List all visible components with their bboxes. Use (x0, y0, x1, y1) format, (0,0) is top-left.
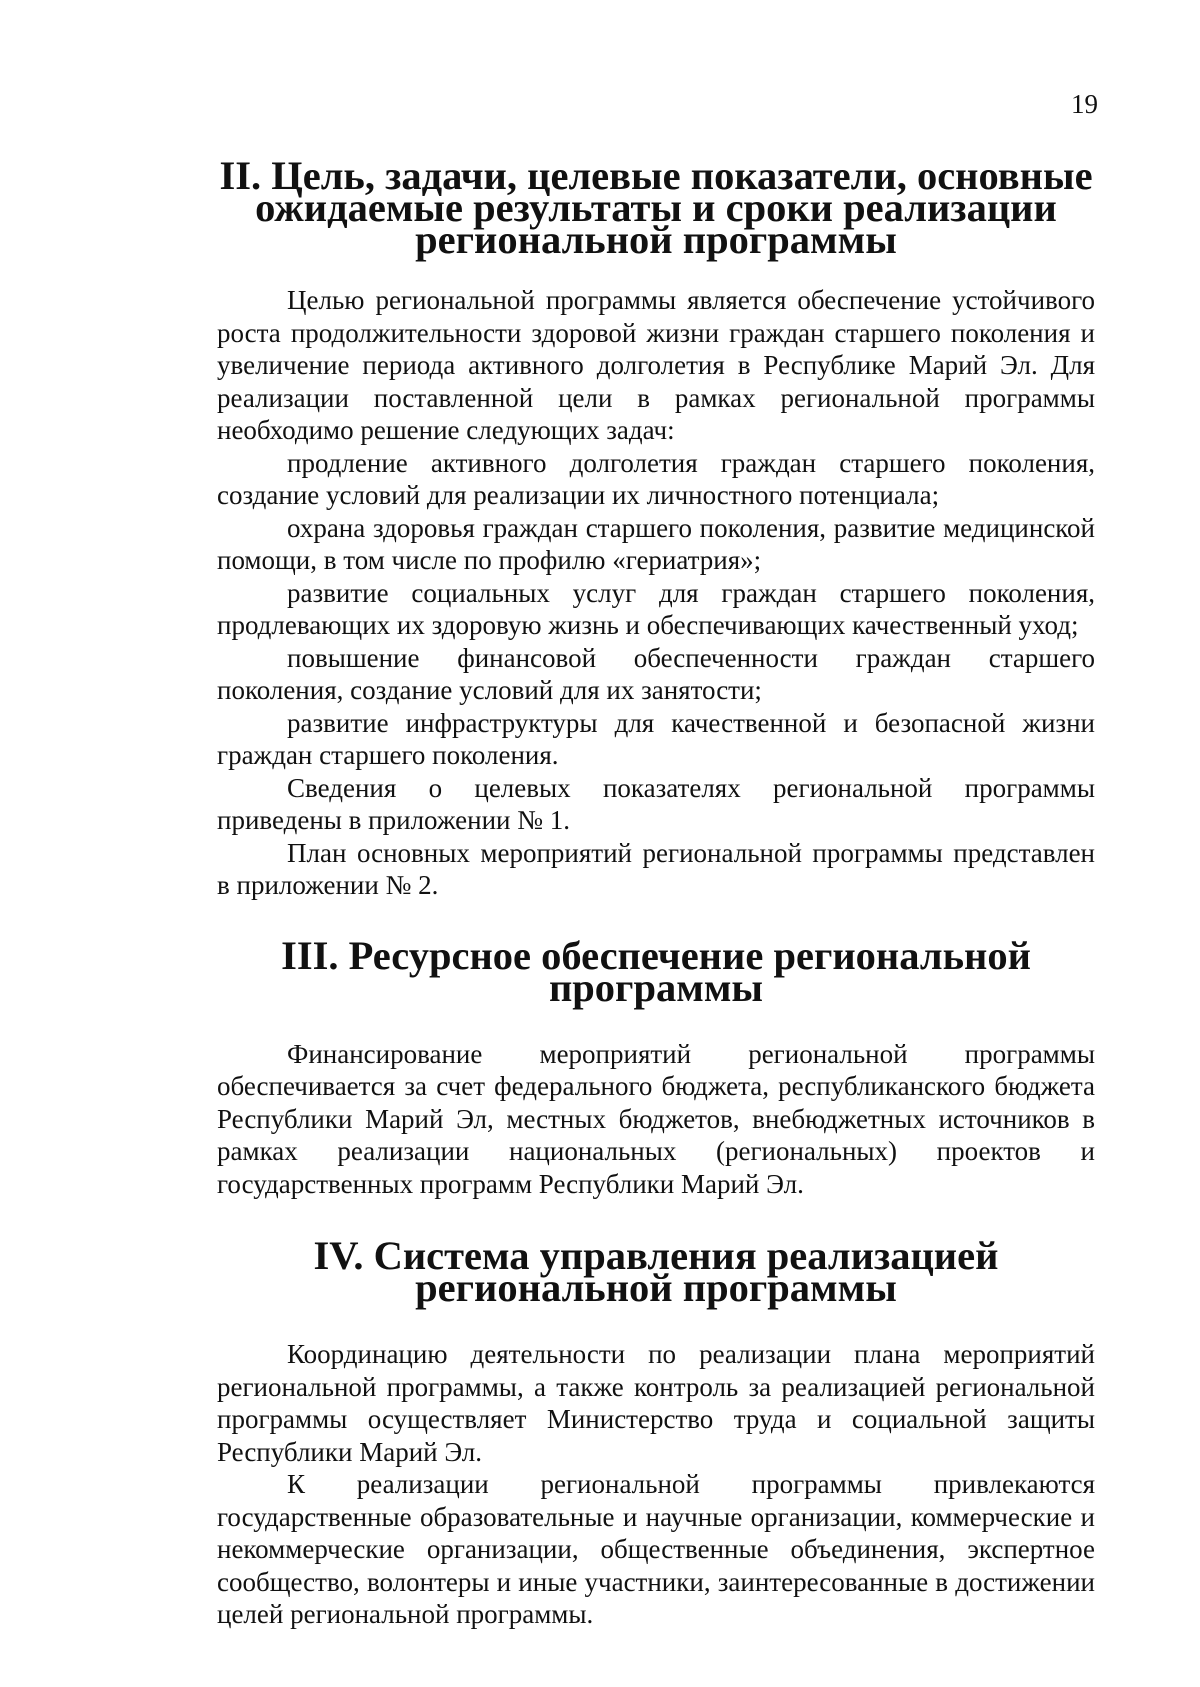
section-2-paragraph: Целью региональной программы является обеспечение устойчивого роста продолжительности здоровой жизни граждан старшего поколения и увеличение периода активного долголетия в Республике Марий Эл. Для реализации поставленной цели в рамках региональной программы необходимо решение следующих задач: (217, 285, 1095, 445)
section-4-paragraph: К реализации региональной программы привлекаются государственные образовательные и научные организации, коммерческие и некоммерческие организации, общественные объединения, экспертное сообщество, волонтеры и иные участники, заинтересованные в достижении целей региональной программы. (217, 1469, 1095, 1629)
section-2-task-item: повышение финансовой обеспеченности граждан старшего поколения, создание условий для их занятости; (217, 642, 1095, 705)
section-2-task-item: охрана здоровья граждан старшего поколения, развитие медицинской помощи, в том числе по профилю «гериатрия»; (217, 512, 1095, 575)
document-body (217, 153, 1095, 1631)
section-3-heading (217, 932, 1095, 1010)
section-2-paragraph: Сведения о целевых показателях региональной программы приведены в приложении № 1. (217, 772, 1095, 835)
section-2-task-item: продление активного долголетия граждан старшего поколения, создание условий для реализации их личностного потенциала; (217, 447, 1095, 510)
section-2-task-item: развитие инфраструктуры для качественной и безопасной жизни граждан старшего поколения. (217, 707, 1095, 770)
section-2-task-item: развитие социальных услуг для граждан старшего поколения, продлевающих их здоровую жизнь и обеспечивающих качественный уход; (217, 577, 1095, 640)
section-2-heading-line: II. Цель, задачи, целевые показатели, основные (219, 153, 1093, 198)
section-2-heading (217, 153, 1095, 262)
section-3-paragraph: Финансирование мероприятий региональной программы обеспечивается за счет федерального бюджета, республиканского бюджета Республики Марий Эл, местных бюджетов, внебюджетных источников в рамках реализации национальных (региональных) проектов и государственных программ Республики Марий Эл. (217, 1038, 1095, 1199)
section-2-paragraph: План основных мероприятий региональной программы представлен в приложении № 2. (217, 837, 1095, 900)
page-number: 19 (1071, 89, 1098, 119)
section-2-heading-line: региональной программы (415, 217, 897, 262)
section-4-heading-line: IV. Система управления реализацией (313, 1233, 999, 1278)
section-4-heading-line: региональной программы (415, 1265, 897, 1310)
section-3-heading-line: III. Ресурсное обеспечение региональной программы (281, 932, 1031, 1010)
section-4-paragraph: Координацию деятельности по реализации плана мероприятий региональной программы, а также контроль за реализацией региональной программы осуществляет Министерство труда и социальной защиты Республики Марий Эл. (217, 1339, 1095, 1467)
section-4-heading (217, 1233, 1095, 1310)
section-2-heading-line: ожидаемые результаты и сроки реализации (255, 185, 1057, 230)
